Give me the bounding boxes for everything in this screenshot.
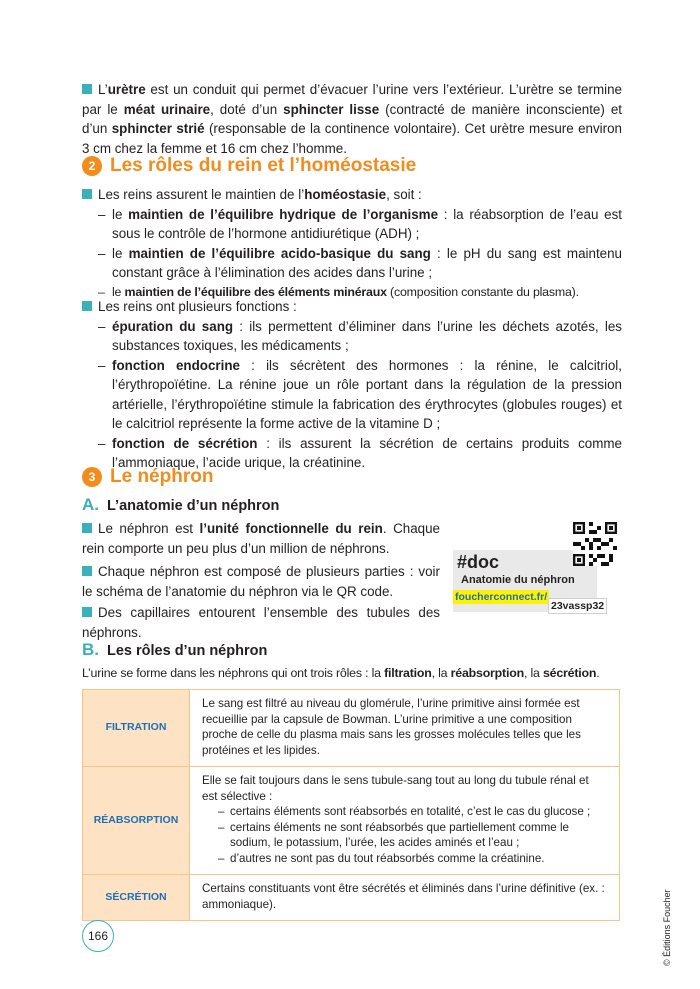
section-title: Le néphron bbox=[110, 466, 214, 487]
bullet-square-icon bbox=[82, 189, 92, 199]
subsection-heading-a: A. L’anatomie d’un néphron bbox=[82, 495, 280, 514]
doc-code: 23vassp32 bbox=[548, 598, 607, 614]
bullet-square-icon bbox=[82, 301, 92, 311]
filtration-label: FILTRATION bbox=[83, 690, 190, 767]
bullet-square-icon bbox=[82, 566, 92, 576]
table-row bbox=[83, 690, 620, 767]
paragraph-urine-roles: L’urine se forme dans les néphrons qui ont trois rôles : la filtration, la réabsorption, la sécrétion. bbox=[82, 666, 600, 680]
table-row bbox=[83, 767, 620, 875]
doc-title: Anatomie du néphron bbox=[461, 574, 575, 586]
doc-qr-box bbox=[453, 522, 621, 614]
roles-table bbox=[82, 689, 620, 921]
filtration-text: Le sang est filtré au niveau du glomérule, l’urine primitive ainsi formée est recueillie par la capsule de Bowman. L’urine primitive a une composition proche de celle du plasma mais sans les grosses molécules telles que les protéines et les lipides. bbox=[190, 690, 620, 767]
secretion-label: SÉCRÉTION bbox=[83, 875, 190, 921]
secretion-text: Certains constituants vont être sécrétés et éliminés dans l’urine définitive (ex. : ammoniaque). bbox=[190, 875, 620, 921]
qr-code-icon[interactable] bbox=[573, 522, 617, 566]
copyright: © Éditions Foucher bbox=[662, 889, 672, 966]
list-item: – fonction endocrine : ils sécrètent des hormones : la rénine, le calcitriol, l’érythropoïétine. La rénine joue un rôle portant dans la régulation de la pression artérielle, l’érythropoïétine stimule la fabrication des érythrocytes (globules rouges) et le calcitriol représente la forme active de la vitamine D ; bbox=[98, 357, 622, 431]
section-heading-3 bbox=[82, 466, 213, 488]
list-item: – le maintien de l’équilibre hydrique de l’organisme : la réabsorption de l’eau est sous le contrôle de l’hormone antidiurétique (ADH) ; bbox=[98, 206, 622, 241]
list-item: – le maintien de l’équilibre des éléments minéraux (composition constante du plasma). bbox=[98, 284, 579, 299]
paragraph-homeostasie: Les reins assurent le maintien de l’homéostasie, soit : – le maintien de l’équilibre hydrique de l’organisme : la réabsorption de l’eau est sous le contrôle de l’hormone antidiurétique (ADH) ; – le maintien de l’équilibre acido-basique du sang : le pH du sang est maintenu constant grâce à l’élimination des acides dans l’urine ; – le maintien de l’équilibre des éléments minéraux (composition constante du plasma). bbox=[82, 185, 622, 302]
list-item: – épuration du sang : ils permettent d’éliminer dans l’urine les déchets azotés, les substances toxiques, les médicaments ; bbox=[98, 318, 622, 353]
subsection-heading-b: B. Les rôles d’un néphron bbox=[82, 640, 268, 659]
paragraph-uretre: L’urètre est un conduit qui permet d’évacuer l’urine vers l’extérieur. L’urètre se termine par le méat urinaire, doté d’un sphincter lisse (contracté de manière inconsciente) et d’un sphincter strié (responsable de la continence volontaire). Cet urètre mesure environ 3 cm chez la femme et 16 cm chez l’homme. bbox=[82, 82, 622, 156]
list-item: – certains éléments sont réabsorbés en totalité, c’est le cas du glucose ; bbox=[218, 805, 591, 818]
bullet-square-icon bbox=[82, 523, 92, 533]
reabsorption-text: Elle se fait toujours dans le sens tubule-sang tout au long du tubule rénal et est sélective : – certains éléments sont réabsorbés en totalité, c’est le cas du glucose ; – certains éléments ne sont réabsorbés que partiellement comme le sodium, le potassium, l’urée, les acides aminés et l’eau ; – d’autres ne sont pas du tout réabsorbés comme la créatinine. bbox=[190, 767, 620, 875]
doc-link[interactable]: foucherconnect.fr/ bbox=[455, 591, 548, 603]
list-item: – le maintien de l’équilibre acido-basique du sang : le pH du sang est maintenu constant grâce à l’élimination des acides dans l’urine ; bbox=[98, 245, 623, 280]
section-number-badge: 3 bbox=[82, 467, 102, 487]
reabsorption-label: RÉABSORPTION bbox=[83, 767, 190, 875]
page-number: 166 bbox=[82, 920, 114, 952]
bullet-square-icon bbox=[82, 84, 92, 94]
list-item: – certains éléments ne sont réabsorbés que partiellement comme le sodium, le potassium, l’urée, les acides aminés et l’eau ; bbox=[218, 820, 569, 849]
paragraph-fonctions: Les reins ont plusieurs fonctions : – épuration du sang : ils permettent d’éliminer dans l’urine les déchets azotés, les substances toxiques, les médicaments ; – fonction endocrine : ils sécrètent des hormones : la rénine, le calcitriol, l’érythropoïétine. La rénine joue un rôle portant dans la régulation de la pression artérielle, l’érythropoïétine stimule la fabrication des érythrocytes (globules rouges) et le calcitriol représente la forme active de la vitamine D ; – fonction de sécrétion : ils assurent la sécrétion de certains produits comme l’ammoniaque, l’acide urique, la créatinine. bbox=[82, 297, 622, 473]
list-item: – d’autres ne sont pas du tout réabsorbés comme la créatinine. bbox=[218, 851, 545, 865]
table-row bbox=[83, 875, 620, 921]
paragraph-nephron-unite: Le néphron est l’unité fonctionnelle du rein. Chaque rein comporte un peu plus d’un million de néphrons. bbox=[82, 521, 440, 556]
section-title: Les rôles du rein et l’homéostasie bbox=[110, 155, 417, 176]
list-item: – fonction de sécrétion : ils assurent la sécrétion de certains produits comme l’ammoniaque, l’acide urique, la créatinine. bbox=[98, 435, 622, 470]
section-number-badge: 2 bbox=[82, 156, 102, 176]
paragraph-capillaires: Des capillaires entourent l’ensemble des tubules des néphrons. bbox=[82, 605, 440, 640]
paragraph-nephron-parties: Chaque néphron est composé de plusieurs parties : voir le schéma de l’anatomie du néphron via le QR code. bbox=[82, 564, 440, 599]
doc-hashtag: #doc bbox=[457, 552, 500, 572]
bullet-square-icon bbox=[82, 607, 92, 617]
section-heading-2 bbox=[82, 155, 416, 177]
